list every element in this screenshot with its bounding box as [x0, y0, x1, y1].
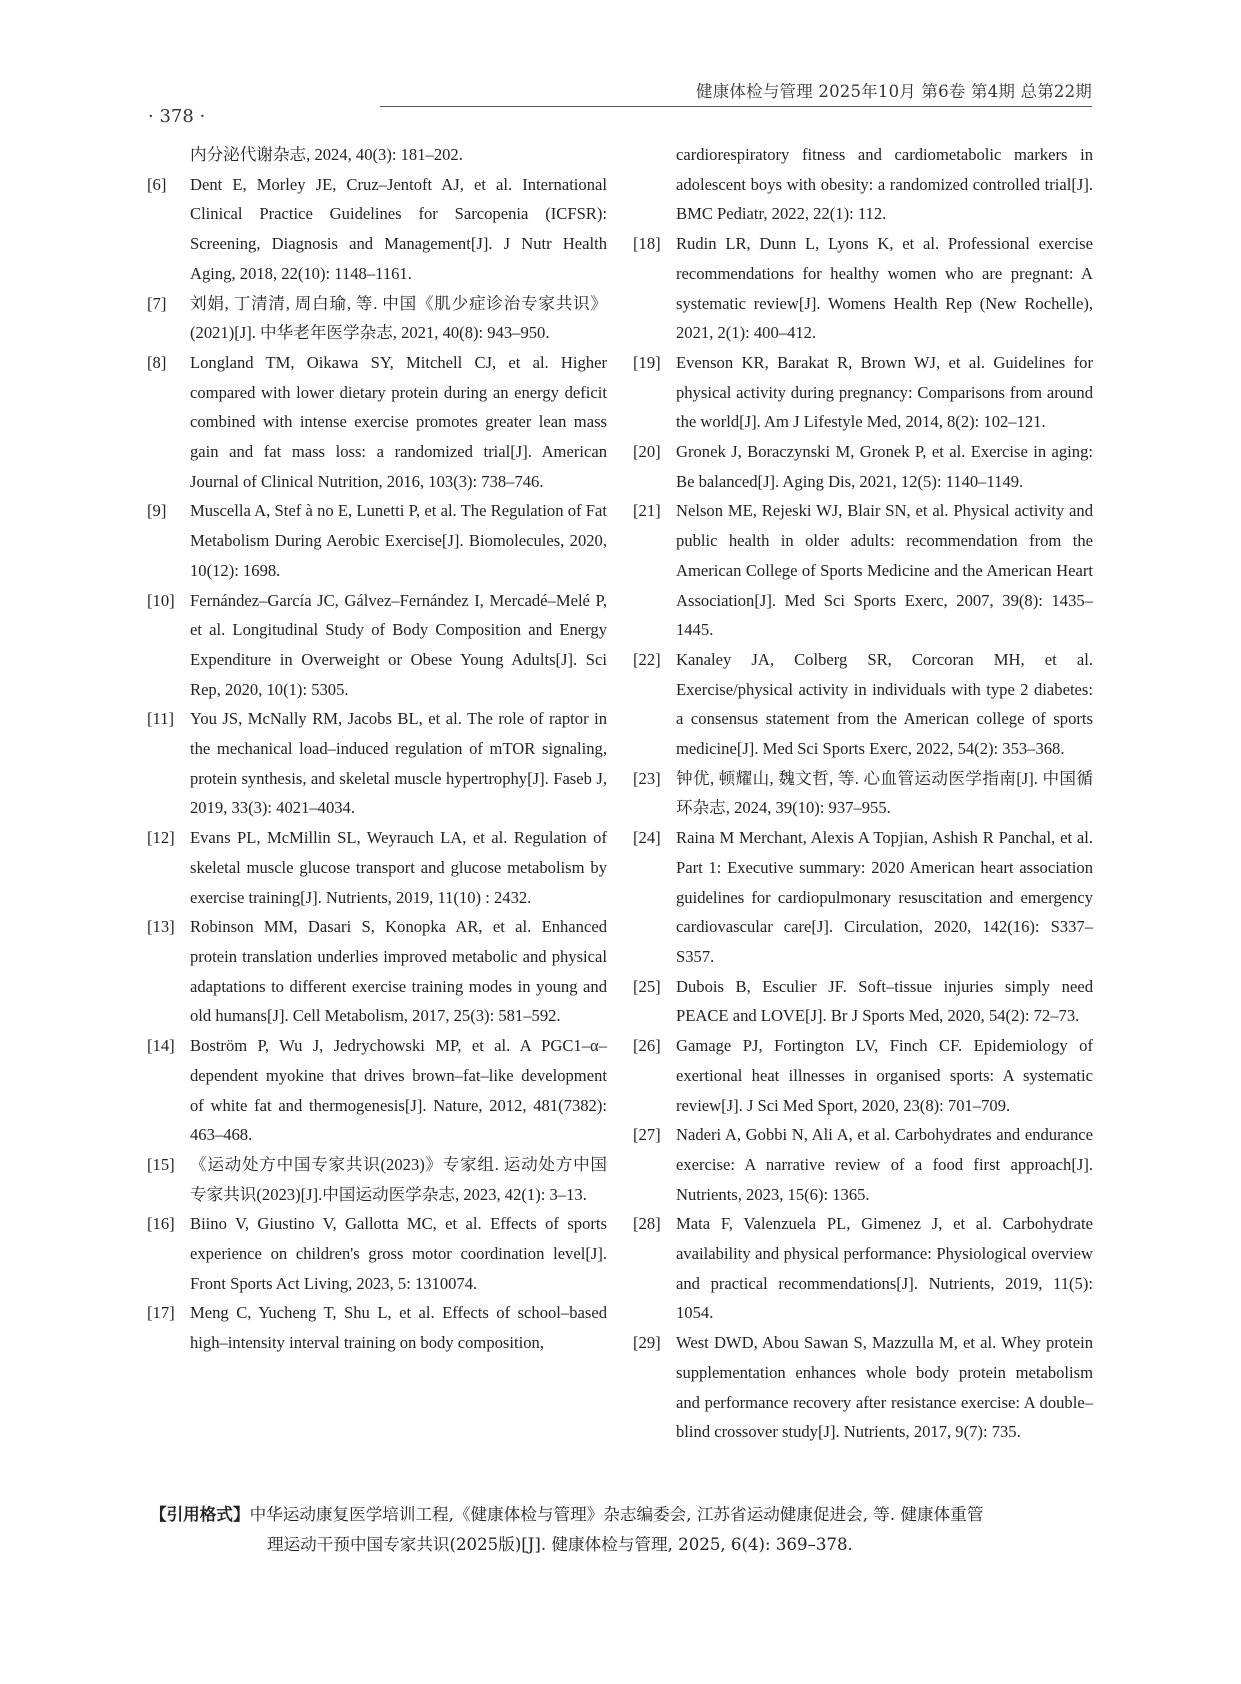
citation-label: 【引用格式】 [150, 1505, 250, 1524]
reference-number: [22] [633, 649, 661, 669]
reference-text: Raina M Merchant, Alexis A Topjian, Ashish R Panchal, et al. Part 1: Executive summary: 2020 American heart association guidelines for cardiopulmonary resuscitation and emergency cardiovascular care[J]. Circulation, 2020, 142(16): S337–S357. [676, 828, 1093, 966]
reference-item [147, 170, 607, 289]
reference-item [633, 823, 1093, 972]
reference-text: West DWD, Abou Sawan S, Mazzulla M, et al. Whey protein supplementation enhances whole body protein metabolism and performance recovery after resistance exercise: A double–blind crossover study[J]. Nutrients, 2017, 9(7): 735. [676, 1333, 1093, 1442]
reference-text: Nelson ME, Rejeski WJ, Blair SN, et al. Physical activity and public health in older adults: recommendation from the American College of Sports Medicine and the American Heart Association[J]. Med Sci Sports Exerc, 2007, 39(8): 1435–1445. [676, 501, 1093, 640]
reference-item [147, 348, 607, 497]
reference-text: Naderi A, Gobbi N, Ali A, et al. Carbohydrates and endurance exercise: A narrative review of a food first approach[J]. Nutrients, 2023, 15(6): 1365. [676, 1125, 1093, 1204]
citation-format [150, 1500, 1095, 1560]
reference-number: [29] [633, 1333, 661, 1353]
reference-text: Dent E, Morley JE, Cruz–Jentoft AJ, et al. International Clinical Practice Guidelines for Sarcopenia (ICFSR): Screening, Diagnosis and Management[J]. J Nutr Health Aging, 2018, 22(10): 1148–1161. [190, 174, 607, 283]
journal-header-text: 健康体检与管理 2025年10月 第6卷 第4期 总第22期 [696, 82, 1092, 101]
reference-number: [27] [633, 1125, 661, 1145]
citation-text-line2: 理运动干预中国专家共识(2025版)[J]. 健康体检与管理, 2025, 6(4): 369–378. [267, 1535, 853, 1554]
reference-number: [10] [147, 590, 175, 610]
reference-item [633, 645, 1093, 764]
reference-text: Rudin LR, Dunn L, Lyons K, et al. Professional exercise recommendations for healthy women who are pregnant: A systematic review[J]. Womens Health Rep (New Rochelle), 2021, 2(1): 400–412. [676, 234, 1093, 343]
reference-item [633, 437, 1093, 496]
reference-text: Dubois B, Esculier JF. Soft–tissue injuries simply need PEACE and LOVE[J]. Br J Sports Med, 2020, 54(2): 72–73. [676, 976, 1093, 1026]
reference-text: Evans PL, McMillin SL, Weyrauch LA, et al. Regulation of skeletal muscle glucose transport and glucose metabolism by exercise training[J]. Nutrients, 2019, 11(10) : 2432. [190, 828, 607, 907]
reference-item [147, 496, 607, 585]
reference-text: 内分泌代谢杂志, 2024, 40(3): 181–202. [190, 145, 463, 164]
reference-text: 刘娟, 丁清清, 周白瑜, 等. 中国《肌少症诊治专家共识》(2021)[J]. 中华老年医学杂志, 2021, 40(8): 943–950. [190, 293, 607, 343]
reference-text: Evenson KR, Barakat R, Brown WJ, et al. Guidelines for physical activity during pregnancy: Comparisons from around the world[J]. Am J Lifestyle Med, 2014, 8(2): 102–121. [676, 352, 1093, 432]
reference-text: You JS, McNally RM, Jacobs BL, et al. The role of raptor in the mechanical load–induced regulation of mTOR signaling, protein synthesis, and skeletal muscle hypertrophy[J]. Faseb J, 2019, 33(3): 4021–4034. [190, 709, 607, 818]
reference-text: Boström P, Wu J, Jedrychowski MP, et al. A PGC1–α–dependent myokine that drives brown–fat–like development of white fat and thermogenesis[J]. Nature, 2012, 481(7382): 463–468. [190, 1036, 607, 1145]
reference-text: Mata F, Valenzuela PL, Gimenez J, et al. Carbohydrate availability and physical performance: Physiological overview and practical recommendations[J]. Nutrients, 2019, 11(5): 1054. [676, 1214, 1093, 1323]
page-number: · 378 · [148, 106, 206, 127]
reference-item [633, 1328, 1093, 1447]
reference-number: [24] [633, 828, 661, 848]
reference-item [147, 912, 607, 1031]
citation-text-line1: 中华运动康复医学培训工程,《健康体检与管理》杂志编委会, 江苏省运动健康促进会, 等. 健康体重管 [249, 1505, 984, 1524]
reference-number: [17] [147, 1303, 175, 1323]
reference-number: [28] [633, 1214, 661, 1234]
reference-text: Longland TM, Oikawa SY, Mitchell CJ, et al. Higher compared with lower dietary protein during an energy deficit combined with intense exercise promotes greater lean mass gain and fat mass loss: a randomized trial[J]. American Journal of Clinical Nutrition, 2016, 103(3): 738–746. [190, 352, 607, 491]
reference-number: [19] [633, 352, 661, 372]
reference-item [633, 972, 1093, 1031]
reference-number: [26] [633, 1036, 661, 1056]
reference-item [147, 140, 607, 170]
reference-text: cardiorespiratory fitness and cardiometabolic markers in adolescent boys with obesity: a randomized controlled trial[J]. BMC Pediatr, 2022, 22(1): 112. [676, 145, 1093, 224]
reference-item [147, 1298, 607, 1357]
reference-number: [25] [633, 976, 661, 996]
reference-number: [6] [147, 174, 167, 194]
reference-number: [13] [147, 917, 175, 937]
references-right-column [633, 140, 1093, 1447]
reference-number: [18] [633, 234, 661, 254]
references-left-column [147, 140, 607, 1358]
reference-item [147, 1209, 607, 1298]
reference-item [633, 229, 1093, 348]
reference-text: Gamage PJ, Fortington LV, Finch CF. Epidemiology of exertional heat illnesses in organised sports: A systematic review[J]. J Sci Med Sport, 2020, 23(8): 701–709. [676, 1036, 1093, 1115]
reference-item [147, 1150, 607, 1209]
reference-number: [14] [147, 1036, 175, 1056]
reference-number: [7] [147, 293, 167, 313]
reference-number: [16] [147, 1214, 175, 1234]
reference-text: Biino V, Giustino V, Gallotta MC, et al. Effects of sports experience on children's gross motor coordination level[J]. Front Sports Act Living, 2023, 5: 1310074. [190, 1214, 607, 1293]
reference-number: [12] [147, 828, 175, 848]
reference-item [633, 496, 1093, 645]
reference-number: [21] [633, 501, 661, 521]
reference-text: 钟优, 顿耀山, 魏文哲, 等. 心血管运动医学指南[J]. 中国循环杂志, 2024, 39(10): 937–955. [676, 768, 1093, 818]
reference-item [147, 823, 607, 912]
reference-text: 《运动处方中国专家共识(2023)》专家组. 运动处方中国专家共识(2023)[J].中国运动医学杂志, 2023, 42(1): 3–13. [190, 1154, 607, 1204]
reference-item [633, 348, 1093, 437]
reference-number: [20] [633, 442, 661, 462]
reference-number: [8] [147, 352, 167, 372]
reference-item [633, 140, 1093, 229]
reference-item [147, 289, 607, 348]
reference-text: Robinson MM, Dasari S, Konopka AR, et al. Enhanced protein translation underlies improved metabolic and physical adaptations to different exercise training modes in young and old humans[J]. Cell Metabolism, 2017, 25(3): 581–592. [190, 917, 607, 1026]
reference-number: [15] [147, 1154, 175, 1174]
reference-item [633, 1031, 1093, 1120]
reference-item [633, 1120, 1093, 1209]
reference-item [633, 1209, 1093, 1328]
reference-number: [11] [147, 709, 175, 729]
reference-item [147, 704, 607, 823]
reference-text: Meng C, Yucheng T, Shu L, et al. Effects of school–based high–intensity interval training on body composition, [190, 1303, 607, 1353]
reference-item [147, 1031, 607, 1150]
reference-text: Muscella A, Stef à no E, Lunetti P, et al. The Regulation of Fat Metabolism During Aerobic Exercise[J]. Biomolecules, 2020, 10(12): 1698. [190, 501, 607, 580]
reference-text: Fernández–García JC, Gálvez–Fernández I, Mercadé–Melé P, et al. Longitudinal Study of Body Composition and Energy Expenditure in Overweight or Obese Young Adults[J]. Sci Rep, 2020, 10(1): 5305. [190, 590, 607, 699]
reference-text: Kanaley JA, Colberg SR, Corcoran MH, et al. Exercise/physical activity in individuals with type 2 diabetes: a consensus statement from the American college of sports medicine[J]. Med Sci Sports Exerc, 2022, 54(2): 353–368. [676, 649, 1093, 759]
reference-item [147, 586, 607, 705]
reference-number: [23] [633, 768, 661, 788]
running-header [380, 78, 1092, 107]
reference-item [633, 764, 1093, 823]
reference-number: [9] [147, 501, 167, 521]
reference-text: Gronek J, Boraczynski M, Gronek P, et al. Exercise in aging: Be balanced[J]. Aging Dis, 2021, 12(5): 1140–1149. [676, 442, 1093, 491]
